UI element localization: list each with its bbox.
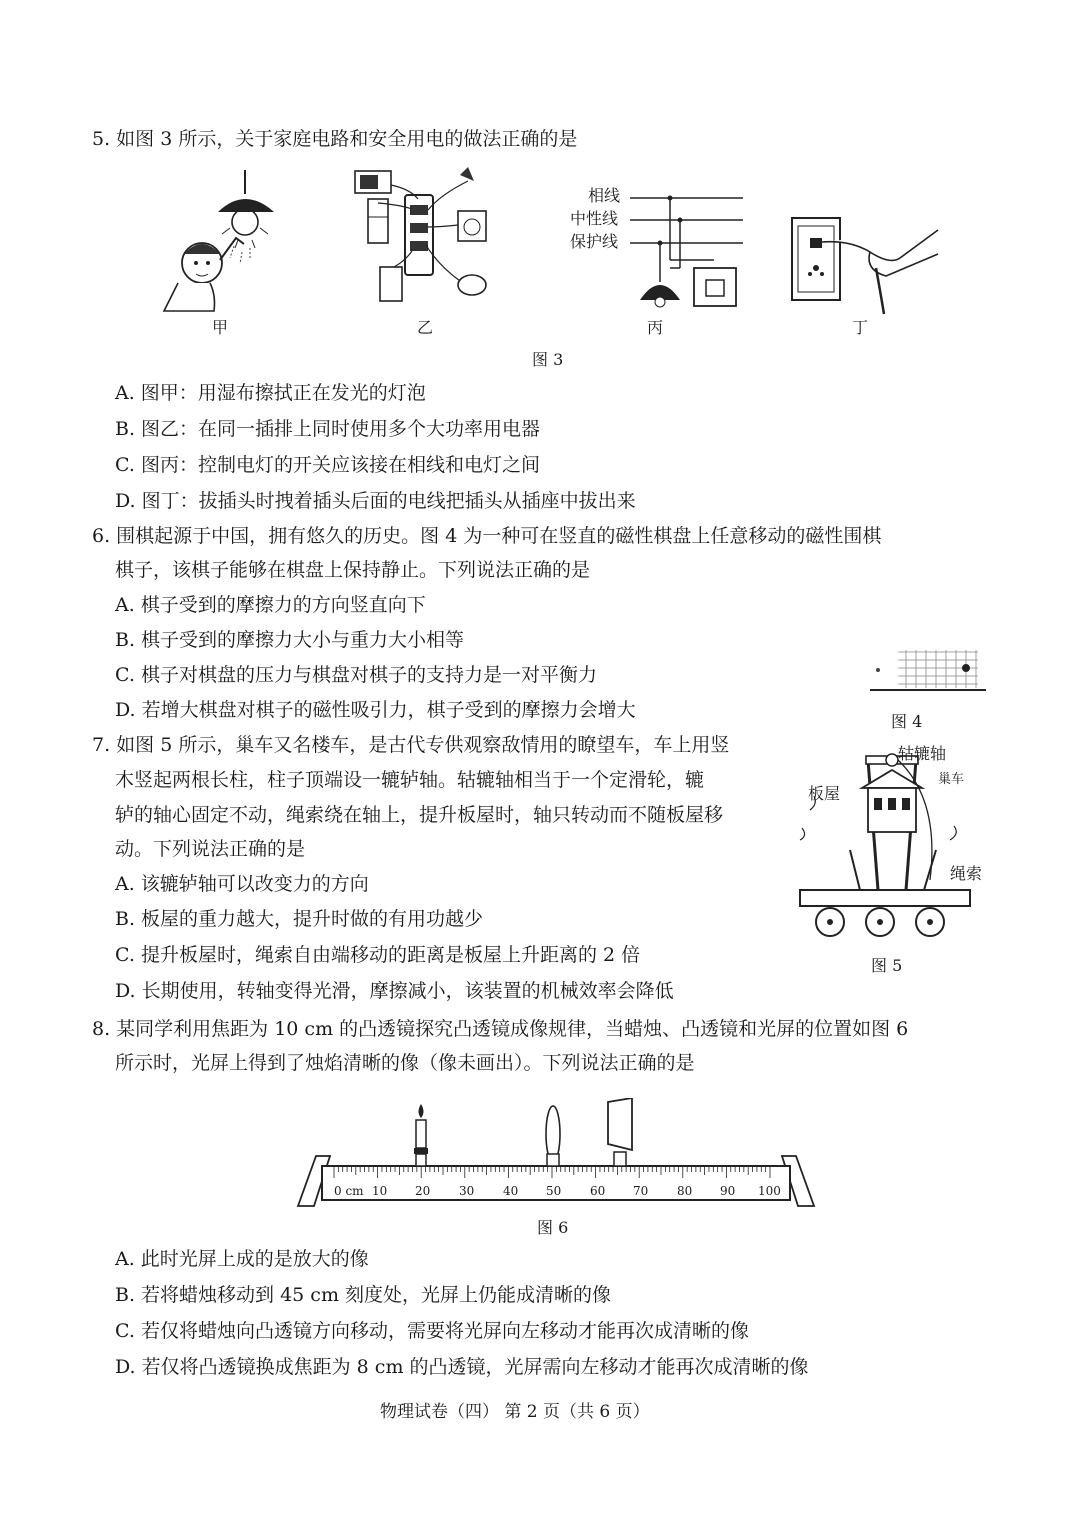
ruler-label-60: 60: [590, 1184, 606, 1198]
q8-option-a: A. 此时光屏上成的是放大的像: [115, 1248, 369, 1270]
q8-stem-line1: 8. 某同学利用焦距为 10 cm 的凸透镜探究凸透镜成像规律，当蜡烛、凸透镜和光屏的位置如图 6: [92, 1018, 909, 1040]
ruler-label-80: 80: [677, 1184, 693, 1198]
wire-label-ground: 保护线: [570, 232, 619, 251]
figure5-label-axle: 轱辘轴: [898, 744, 947, 763]
light-screen: [608, 1098, 632, 1166]
q5-option-d: D. 图丁：拔插头时拽着插头后面的电线把插头从插座中拔出来: [115, 490, 636, 512]
ruler-label-20: 20: [415, 1184, 431, 1198]
q8-option-b: B. 若将蜡烛移动到 45 cm 刻度处，光屏上仍能成清晰的像: [115, 1284, 611, 1306]
ruler-label-30: 30: [459, 1184, 475, 1198]
q6-stem-line2: 棋子，该棋子能够在棋盘上保持静止。下列说法正确的是: [115, 559, 591, 581]
page-footer: 物理试卷（四） 第 2 页（共 6 页）: [380, 1402, 650, 1422]
q7-stem-line1: 7. 如图 5 所示，巢车又名楼车，是古代专供观察敌情用的瞭望车，车上用竖: [92, 734, 730, 756]
figure3-panel-jia: [150, 168, 300, 313]
wire-label-neutral: 中性线: [570, 209, 619, 228]
q5-option-b: B. 图乙：在同一插排上同时使用多个大功率用电器: [115, 418, 541, 440]
q7-stem-line4: 动。下列说法正确的是: [115, 838, 306, 860]
q7-option-d: D. 长期使用，转轴变得光滑，摩擦减小，该装置的机械效率会降低: [115, 980, 674, 1002]
figure5-caption: 图 5: [871, 956, 903, 975]
figure3-label-bing: 丙: [647, 318, 664, 337]
figure5-label-cart: 巢车: [938, 772, 965, 787]
figure3-panel-bing-circuit: [628, 190, 748, 315]
q6-option-d: D. 若增大棋盘对棋子的磁性吸引力，棋子受到的摩擦力会增大: [115, 699, 636, 721]
candle: [414, 1104, 428, 1166]
q6-stem-line1: 6. 围棋起源于中国，拥有悠久的历史。图 4 为一种可在竖直的磁性棋盘上任意移动的磁性围棋: [92, 525, 882, 547]
figure5-label-rope: 绳索: [950, 864, 983, 883]
ruler-label-100: 100: [758, 1184, 781, 1198]
q7-stem-line2: 木竖起两根长柱，柱子顶端设一辘轳轴。轱辘轴相当于一个定滑轮，辘: [115, 769, 705, 791]
q8-stem-line2: 所示时，光屏上得到了烛焰清晰的像（像未画出）。下列说法正确的是: [115, 1052, 695, 1074]
q6-option-a: A. 棋子受到的摩擦力的方向竖直向下: [115, 594, 426, 616]
q5-option-c: C. 图丙：控制电灯的开关应该接在相线和电灯之间: [115, 454, 540, 476]
figure4-caption: 图 4: [891, 712, 923, 731]
figure3-panel-yi: [350, 165, 500, 305]
figure3-label-jia: 甲: [212, 318, 229, 337]
q7-stem-line3: 轳的轴心固定不动，绳索绕在轴上，提升板屋时，轴只转动而不随板屋移: [115, 804, 724, 826]
ruler-label-10: 10: [372, 1184, 388, 1198]
q8-option-d: D. 若仅将凸透镜换成焦距为 8 cm 的凸透镜，光屏需向左移动才能再次成清晰的像: [115, 1356, 809, 1378]
q6-option-c: C. 棋子对棋盘的压力与棋盘对棋子的支持力是一对平衡力: [115, 664, 597, 686]
ruler-label-50: 50: [546, 1184, 562, 1198]
q7-option-c: C. 提升板屋时，绳索自由端移动的距离是板屋上升距离的 2 倍: [115, 944, 641, 966]
ruler-label-90: 90: [720, 1184, 736, 1198]
q8-option-c: C. 若仅将蜡烛向凸透镜方向移动，需要将光屏向左移动才能再次成清晰的像: [115, 1320, 749, 1342]
figure6-caption: 图 6: [537, 1218, 569, 1237]
ruler-labels: [322, 1181, 792, 1199]
q7-option-b: B. 板屋的重力越大，提升时做的有用功越少: [115, 908, 484, 930]
figure5-label-house: 板屋: [808, 784, 841, 803]
figure3-label-ding: 丁: [852, 318, 869, 337]
figure4-go-board: [868, 640, 988, 700]
ruler-label-70: 70: [633, 1184, 649, 1198]
wire-label-phase: 相线: [588, 186, 621, 205]
ruler-label-40: 40: [503, 1184, 519, 1198]
q7-option-a: A. 该辘轳轴可以改变力的方向: [115, 873, 369, 895]
figure3-caption: 图 3: [532, 350, 564, 369]
ruler-label-0: 0 cm: [334, 1184, 364, 1198]
q5-option-a: A. 图甲：用湿布擦拭正在发光的灯泡: [115, 382, 426, 404]
figure3-panel-ding: [790, 210, 940, 320]
figure3-label-yi: 乙: [417, 318, 434, 337]
convex-lens: [546, 1106, 560, 1166]
q6-option-b: B. 棋子受到的摩擦力大小与重力大小相等: [115, 629, 465, 651]
q5-stem: 5. 如图 3 所示，关于家庭电路和安全用电的做法正确的是: [92, 128, 578, 150]
